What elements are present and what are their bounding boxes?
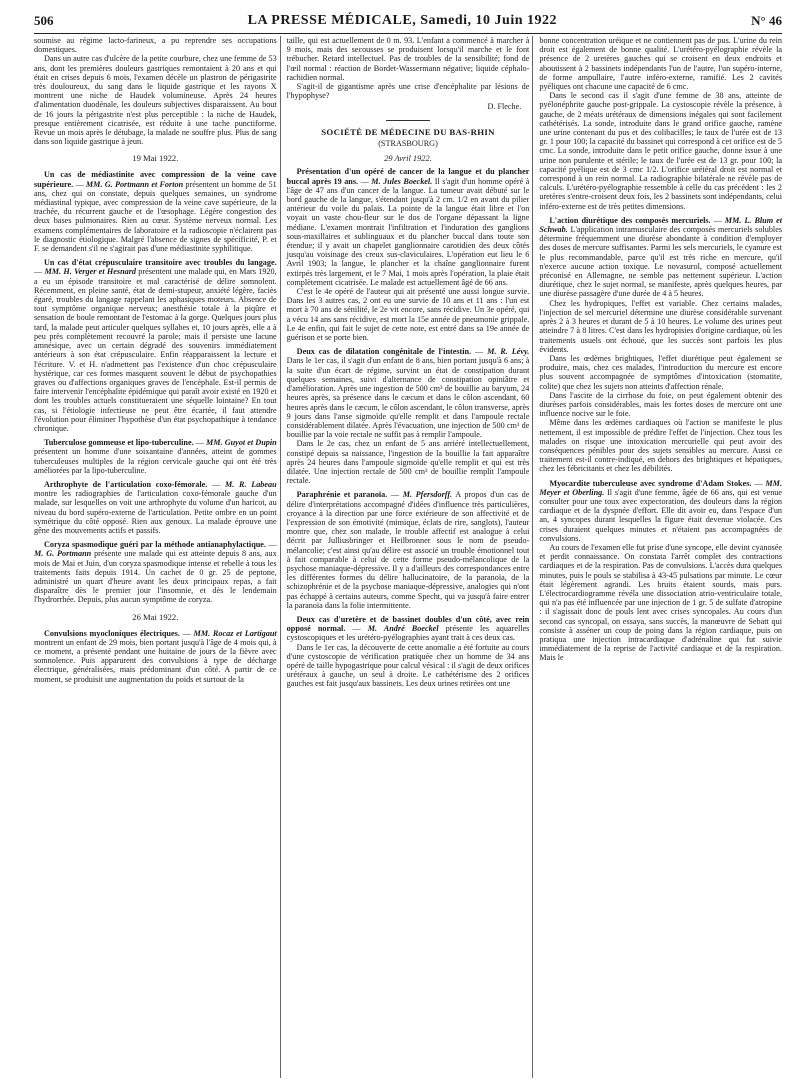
case-authors: M. G. Portmann: [34, 549, 92, 559]
issue-number: N° 46: [751, 13, 782, 28]
masthead: LA PRESSE MÉDICALE, Samedi, 10 Juin 1922: [247, 13, 558, 28]
case-body: L'application intramusculaire des composés mercuriels solubles détermine fréquemment une diurèse abondante à condition d'employer des doses de mercure suffisantes. Parmi les sels mercuriels, le cyanure est le plus recommandable, parce qu'il est très riche en mercure, qu'il n'exerce aucune action toxique. Le novasurol, composé actuellement préconisé en Allemagne, ne semble pas nettement supérieur. L'action diurétique, chez le sujet normal, se manifeste, après quelques heures, par une diurèse passagère d'une durée de 4 à 5 heures.: [539, 225, 783, 299]
case-authors: MM. H. Verger et Hesnard: [44, 267, 136, 277]
case-report: Un cas de médiastinite avec compression de la veine cave supérieure. — MM. G. Portmann et Forton présentent un homme de 51 ans, chez qui on constate, depuis quelques semaines, un syndrome médiastinal typique, avec compression de la veine cave supérieure, de la trachée, du récurrent gauche et de l'œsophage. Légère congestion des deux bases pulmonaires. Rien au cœur. Système nerveux normal. Les examens complémentaires de laboratoire et la radioscopie n'éclairent pas le diagnostic étiologique. Malgré l'absence de signes de spécificité, P. et F. se demandent s'il ne s'agirait pas d'une médiastinite syphilitique.: [34, 170, 277, 254]
case-body: Il s'agit d'une femme, âgée de 66 ans, qui est venue consulter pour une toux avec expectoration, des douleurs dans la région cardiaque et de la dyspnée d'effort. Elle dit avoir eu, dans l'espace d'un an, 4 syncopes durant lesquelles la figure était devenue violacée. Ces crises duraient quelques minutes et n'étaient pas accompagnées de convulsions.: [539, 487, 783, 543]
case-body: présente une malade qui est atteinte depuis 8 ans, aux mois de Mai et Juin, d'un coryza spasmodique intense et rebelle à tous les traitements faits depuis 1914. Un cachet de 0 gr. 25 de peptone, administré un quart d'heure avant les deux principaux repas, a fait disparaître dès le premier jour l'insomnie, et dès le lendemain l'hydrorrhée. Depuis, plus aucun symptôme de coryza.: [34, 549, 277, 605]
paragraph: Dans le 1er cas, la découverte de cette anomalie a été fortuite au cours d'une cystoscopie de vérification pratiquée chez un homme de 34 ans opéré de taille hypogastrique pour calcul vésical : il s'agit de deux orifices urétéraux à gauche, un seul à droite. Le cathétérisme des 2 orifices gauches est fait jusqu'aux bassinets. Les deux urines retirées ont une: [286, 642, 530, 689]
case-report: Présentation d'un opéré de cancer de la langue et du plancher buccal après 19 ans. — M. Jules Boeckel. Il s'agit d'un homme opéré à l'âge de 47 ans d'un cancer de la langue. La tumeur avait débuté sur le bord gauche de la langue, s'étendant jusqu'à 2 cm. 1/2 en avant du pilier antérieur du voile du palais. La pointe de la langue était libre et l'on voyait un vaste chou-fleur sur le dos de l'organe dépassant la ligne médiane. L'examen montrait l'infiltration et l'induration des ganglions sous-maxillaires et sublinguaux et du plancher buccal dans toute son étendue; il y avait un chapelet ganglionnaire carotidien des deux côtés jusqu'au voisinage des creux sus-claviculaires. L'opération eut lieu le 6 Avril 1903; la langue, le plancher et la chaîne ganglionnaire furent extirpés très largement, et le 7 Mai, 1 mois après l'opération, la plaie était complètement cicatrisée. Le malade est actuellement âgé de 66 ans.: [286, 167, 530, 287]
case-authors: M. Jules Boeckel.: [371, 176, 433, 186]
page-header: [34, 10, 782, 34]
session-date: 29 Avril 1922.: [384, 154, 432, 164]
case-title: L'action diurétique des composés mercuriels.: [549, 215, 711, 225]
paragraph: Dans un autre cas d'ulcère de la petite courbure, chez une femme de 53 ans, dont les premières douleurs gastriques remontaient à 20 ans et qui était en crises depuis 6 mois, l'examen décèle un plastron de périgastrite très douloureux, du sang dans le liquide gastrique et les rayons X montrent une niche de Haudek volumineuse. Après 24 heures d'alimentation duodénale, les douleurs subjectives disparaissent. Au bout de 16 jours la périgastrite n'est plus perceptible : la niche de Haudek, presque entièrement cicatrisée, est réduite à une tache punctiforme. Revue un mois après le détubage, la malade ne souffre plus. Plus de sang dans son liquide gastrique à jeun.: [34, 54, 277, 147]
case-report: Arthrophyte de l'articulation coxo-fémorale. — M. R. Labeau montre les radiographies de l'articulation coxo-fémorale gauche d'un malade, sur lesquelles on voit une arthrophyte du volume d'un haricot, au niveau du bord supéro-externe de l'articulation. Petite ombre en un point symétrique du côté opposé. Rien aux genoux. La malade éprouve une gêne des mouvements actifs et passifs.: [34, 479, 277, 535]
case-authors: M. R. Labeau: [224, 479, 277, 489]
case-report: Convulsions myocloniques électriques. — MM. Rocaz et Lartigaut montrent un enfant de 29 mois, bien portant jusqu'à l'âge de 4 mois qui, à ce moment, a présenté pendant une huitaine de jours de la fièvre avec somnolence. Puis apparurent des convulsions à type de décharge électrique, généralisées, mais prédominant d'un côté. A partir de ce moment, se produisit une augmentation du poids et surtout de la: [34, 628, 277, 684]
case-authors: MM. G. Portmann et Forton: [85, 179, 184, 189]
case-report: L'action diurétique des composés mercuriels. — MM. L. Blum et Schwab. L'application intramusculaire des composés mercuriels solubles détermine fréquemment une diurèse abondante à condition d'employer des doses de mercure suffisantes. Parmi les sels mercuriels, le cyanure est le plus recommandable, parce qu'il est très riche en mercure, qu'il n'exerce aucune action toxique. Le novasurol, composé actuellement préconisé en Allemagne, ne semble pas nettement supérieur. L'action diurétique, chez le sujet normal, se manifeste, après quelques heures, par une diurèse passagère d'une durée de 4 à 5 heures.: [539, 215, 783, 299]
case-body: présentent un homme d'une soixantaine d'années, atteint de gommes tuberculeuses multiples de la région cervicale gauche qui ont été très améliorées par la lipo-tuberculine.: [34, 447, 277, 475]
case-authors: MM. Rocaz et Lartigaut: [193, 628, 277, 638]
society-city: (STRASBOURG): [378, 139, 438, 149]
case-authors: M. R. Lévy.: [487, 347, 530, 357]
case-title: Myocardite tuberculeuse avec syndrome d'Adam Stokes.: [549, 478, 752, 488]
paragraph: Dans l'ascite de la cirrhose du foie, on peut également obtenir des diurèses parfois considérables, mais les fortes doses de mercure ont une influence nocive sur le foie.: [539, 390, 783, 419]
case-report: Deux cas d'uretère et de bassinet doubles d'un côté, avec rein opposé normal. — M. André Boeckel présente les aquarelles cystoscopiques et les urétéro-pyélographies ayant trait à ces deux cas.: [286, 614, 530, 643]
case-title: Arthrophyte de l'articulation coxo-fémorale.: [44, 479, 208, 489]
case-body: Il s'agit d'un homme opéré à l'âge de 47 ans d'un cancer de la langue. La tumeur avait débuté sur le bord gauche de la langue, s'étendant jusqu'à 2 cm. 1/2 en avant du pilier antérieur du voile du palais. La pointe de la langue était libre et l'on voyait un vaste chou-fleur sur le dos de l'organe dépassant la ligne médiane. L'examen montrait l'infiltration et l'induration des ganglions sous-maxillaires et sublinguaux et du plancher buccal dans toute son étendue; il y avait un chapelet ganglionnaire carotidien des deux côtés jusqu'au voisinage des creux sus-claviculaires. L'opération eut lieu le 6 Avril 1903; la langue, le plancher et la chaîne ganglionnaire furent extirpés très largement, et le 7 Mai, 1 mois après l'opération, la plaie était complètement cicatrisée. Le malade est actuellement âgé de 66 ans.: [286, 176, 530, 287]
paragraph: bonne concentration uréique et ne contiennent pas de pus. L'urine du rein droit est également de bonne qualité. L'urétéro-pyélographie révèle la présence de 2 uretères gauches qui se croisent en deux endroits et aboutissent à 2 bassinets indépendants l'un de l'autre, l'un supéro-interne, de forme ampullaire, l'autre inféro-externe, ramifié. Les 2 cavités pyéliques ont chacune une capacité de 6 cmc.: [539, 36, 783, 92]
case-report: Deux cas de dilatation congénitale de l'intestin. — M. R. Lévy. Dans le 1er cas, il s'agit d'un enfant de 8 ans, bien portant jusqu'à 6 ans; à la suite d'un écart de régime, survint un état de constipation durant quelques semaines, suivi d'alternance de constipation opiniâtre et d'amélioration. Après une ingestion de 500 cm³ de bouillie au baryum, 24 heures après, sa présence dans le cæcum et dans le côlon ascendant, 60 heures après dans le cæcum, le côlon ascendant, le côlon transverse, après 9 jours dans l'anse sigmoïde qu'elle remplit et dans l'ampoule rectale considérablement dilatée. Après l'évacuation, une injection de 500 cm³ de bouillie par la voie rectale ne suffit pas à remplir l'ampoule.: [286, 347, 530, 440]
case-title: Présentation d'un opéré de cancer de la langue et du plancher buccal après 19 ans.: [286, 167, 530, 186]
column-right: [532, 36, 782, 1078]
paragraph: S'agit-il de gigantisme après une crise d'encéphalite par lésions de l'hypophyse?: [286, 82, 530, 101]
case-title: Un cas de médiastinite avec compression de la veine cave supérieure.: [34, 170, 277, 189]
case-authors: MM. L. Blum et Schwab.: [539, 215, 783, 235]
case-report: Un cas d'état crépusculaire transitoire avec troubles du langage. — MM. H. Verger et Hesnard présentent une malade qui, en Mars 1920, a eu un épisode transitoire et mal caractérisé de délire somnolent. Récemment, en pleine santé, état de demi-stupeur, anxiété légère, faciès égaré, troubles du langage rappelant les aphasiques moteurs. Absence de tout symptôme organique nerveux; anesthésie totale à la piqûre et sensation de boule remontant de l'estomac à la gorge. Quelques jours plus tard, la malade peut articuler quelques syllabes et, 10 jours après, elle a à peu près complètement recouvré la parole; mais il persiste une lacune amnésique, avec un certain dégradé des souvenirs immédiatement antérieurs à son état crépusculaire. Enfin réapparaissent la lecture et l'écriture. V. et H. n'admettent pas l'existence d'un choc crépusculaire hystérique, car ces formes masquent souvent le début de psychopathies graves ou d'affections organiques graves de l'encéphale. Est-il permis de faire intervenir l'encéphalite épidémique qui paraît avoir existé en 1920 et dont les troubles actuels constitueraient une séquelle lointaine? En tout cas, si l'étiologie infectieuse ne peut être écartée, il faut attendre l'évolution pour éliminer l'hypothèse d'un état psychopathique à tendance chronique.: [34, 258, 277, 433]
signature: D. Fleche.: [487, 102, 522, 112]
case-authors: MM. Meyer et Oberling.: [539, 478, 783, 497]
section-divider: [386, 120, 430, 121]
paragraph: Dans le second cas il s'agit d'une femme de 38 ans, atteinte de pyélonéphrite gauche post-grippale. La cystoscopie révèle la présence, à gauche, de 2 méats urétéraux de dimensions inégales qui sont facilement cathétérisés. La sonde, introduite dans le grand orifice gauche, ramène une urine contenant du pus et des colibacilles; le taux de l'urée est de 13 gr. 1 pour 100; la capacité du bassinet qui correspond à cet orifice est de 5 cmc. La sonde, introduite dans le petit orifice gauche, donne issue à une urine non purulente et stérile; le taux de l'urée est de 13 gr. pour 100; la capacité pyélique est de 3 cmc 1/2. L'orifice urétéral droit est normal et correspond à un rein normal. La radiographie bilatérale ne révèle pas de calculs. L'urétéro-pyélographie ressemble à celle du cas précédent : les 2 uretères s'entre-croisent deux fois, les 2 bassinets sont indépendants, celui inféro-externe est de très petites dimensions.: [539, 91, 783, 211]
case-body: montrent un enfant de 29 mois, bien portant jusqu'à l'âge de 4 mois qui, à ce moment, a présenté pendant une huitaine de jours de la fièvre avec somnolence. Puis apparurent des convulsions à type de décharge électrique, généralisées, mais prédominant d'un côté. A partir de ce moment, se produisit une augmentation du poids et surtout de la: [34, 637, 277, 684]
case-body: Dans le 1er cas, il s'agit d'un enfant de 8 ans, bien portant jusqu'à 6 ans; à la suite d'un écart de régime, survint un état de constipation durant quelques semaines, suivi d'alternance de constipation opiniâtre et d'amélioration. Après une ingestion de 500 cm³ de bouillie au baryum, 24 heures après, sa présence dans le cæcum et dans le côlon ascendant, 60 heures après dans le cæcum, le côlon ascendant, le côlon transverse, après 9 jours dans l'anse sigmoïde qu'elle remplit et dans l'ampoule rectale considérablement dilatée. Après l'évacuation, une injection de 500 cm³ de bouillie par la voie rectale ne suffit pas à remplir l'ampoule.: [286, 356, 530, 440]
case-authors: M. André Boeckel: [367, 624, 439, 634]
case-title: Tuberculose gommeuse et lipo-tuberculine.: [44, 438, 194, 448]
paragraph: Dans les œdèmes brightiques, l'effet diurétique peut également se produire, mais, chez ces malades, l'introduction du mercure est encore plus souvent accompagnée de symptômes d'intoxication (stomatite, colite) que chez les sujets non atteints d'affection rénale.: [539, 353, 783, 391]
paragraph: taille, qui est actuellement de 0 m. 93. L'enfant a commencé à marcher à 9 mois, mais des secousses se produisent lorsqu'il marche et le font trébucher. Retard intellectuel. Pas de troubles de la sensibilité; fond de l'œil normal : réaction de Bordet-Wassermann négative; liquide céphalo-rachidien normal.: [286, 36, 530, 82]
case-report: Tuberculose gommeuse et lipo-tuberculine. — MM. Guyot et Dupin présentent un homme d'une soixantaine d'années, atteint de gommes tuberculeuses multiples de la région cervicale gauche qui ont été très améliorées par la lipo-tuberculine.: [34, 438, 277, 475]
session-date: 26 Mai 1922.: [132, 611, 179, 622]
case-title: Deux cas d'uretère et de bassinet doubles d'un côté, avec rein opposé normal.: [286, 614, 530, 634]
case-title: Un cas d'état crépusculaire transitoire avec troubles du langage.: [44, 258, 277, 268]
page-number: 506: [34, 13, 54, 28]
case-report: Myocardite tuberculeuse avec syndrome d'Adam Stokes. — MM. Meyer et Oberling. Il s'agit d'une femme, âgée de 66 ans, qui est venue consulter pour une toux avec expectoration, des douleurs dans la région cardiaque et de la dyspnée d'effort. Elle dit avoir eu, dans l'espace d'un an, 4 syncopes durant lesquelles la figure était devenue violacée. Ces crises duraient quelques minutes et n'étaient pas accompagnées de convulsions.: [539, 478, 783, 543]
case-body: présente les aquarelles cystoscopiques et les urétéro-pyélographies ayant trait à ces deux cas.: [286, 624, 530, 643]
paragraph: C'est le 4e opéré de l'auteur qui ait présenté une aussi longue survie. Dans les 3 autres cas, 2 ont eu une survie de 10 ans et 11 ans : l'un est mort à 70 ans de sénilité, le 2e vit encore, sans récidive. Un 3e opéré, qui a vécu 14 ans sans récidive, est mort la 15e année de pneumonie grippale. Le 4e enfin, qui fait le sujet de cette note, est entré dans sa 19e année de guérison et se porte bien.: [286, 287, 530, 343]
session-date: 19 Mai 1922.: [132, 153, 179, 164]
paragraph: soumise au régime lacto-farineux, a pu reprendre ses occupations domestiques.: [34, 36, 277, 55]
paragraph: Chez les hydropiques, l'effet est variable. Chez certains malades, l'injection de sel mercuriel détermine une diurèse considérable survenant après 2 à 3 heures et durant de 5 à 10 heures. Le volume des urines peut atteindre 7 à 8 litres. C'est dans les hydropisies d'origine cardiaque, où les traitements usuels ont échoué, que les succès sont parfois les plus évidents.: [539, 298, 783, 354]
case-title: Paraphrénie et paranoïa.: [296, 490, 388, 500]
case-title: Coryza spasmodique guéri par la méthode antianaphylactique.: [44, 540, 266, 550]
case-authors: M. Pfersdorff.: [402, 490, 453, 500]
column-middle: [280, 36, 530, 1078]
case-title: Convulsions myocloniques électriques.: [44, 628, 180, 638]
case-body: montre les radiographies de l'articulation coxo-fémorale gauche d'un malade, sur lesquelles on voit une arthrophyte du volume d'un haricot, au niveau du bord supéro-externe de l'articulation. Petite ombre en un point symétrique du côté opposé. Rien aux genoux. La malade éprouve une gêne des mouvements actifs et passifs.: [34, 489, 277, 535]
paragraph: Même dans les œdèmes cardiaques où l'action se manifeste le plus nettement, il est impossible de prédire l'effet de l'injection. Chez tous les malades on risque une intoxication mercurielle qui peut avoir des conséquences pénibles pour des sujets sensibles au mercure. Aussi ce traitement est-il contre-indiqué, en dehors des brightiques et hépatiques, chez les fébricitants et chez les débilités.: [539, 418, 783, 474]
column-left: [34, 36, 277, 1078]
case-body: présentent une malade qui, en Mars 1920, a eu un épisode transitoire et mal caractérisé de délire somnolent. Récemment, en pleine santé, état de demi-stupeur, anxiété légère, faciès égaré, troubles du langage rappelant les aphasiques moteurs. Absence de tout symptôme organique nerveux; anesthésie totale à la piqûre et sensation de boule remontant de l'estomac à la gorge. Quelques jours plus tard, la malade peut articuler quelques syllabes et, 10 jours après, elle a à peu près complètement recouvré la parole; mais il persiste une lacune amnésique, avec un certain dégradé des souvenirs immédiatement antérieurs à son état crépusculaire. Enfin réapparaissent la lecture et l'écriture. V. et H. n'admettent pas l'existence d'un choc crépusculaire hystérique, car ces formes masquent souvent le début de psychopathies graves ou d'affections organiques graves de l'encéphale. Est-il permis de faire intervenir l'encéphalite épidémique qui paraît avoir existé en 1920 et dont les troubles actuels constitueraient une séquelle lointaine? En tout cas, si l'étiologie infectieuse ne peut être écartée, il faut attendre l'évolution pour éliminer l'hypothèse d'un état psychopathique à tendance chronique.: [34, 267, 277, 433]
case-body: présentent un homme de 51 ans, chez qui on constate, depuis quelques semaines, un syndrome médiastinal typique, avec compression de la veine cave supérieure, de la trachée, du récurrent gauche et de l'œsophage. Légère congestion des deux bases pulmonaires. Rien au cœur. Système nerveux normal. Les examens complémentaires de laboratoire et la radioscopie n'éclairent pas le diagnostic étiologique. Malgré l'absence de signes de spécificité, P. et F. se demandent s'il ne s'agirait pas d'une médiastinite syphilitique.: [34, 179, 277, 254]
case-report: Coryza spasmodique guéri par la méthode antianaphylactique. — M. G. Portmann présente une malade qui est atteinte depuis 8 ans, aux mois de Mai et Juin, d'un coryza spasmodique intense et rebelle à tous les traitements faits depuis 1914. Un cachet de 0 gr. 25 de peptone, administré un quart d'heure avant les deux principaux repas, a fait disparaître dès le premier jour l'insomnie, et dès le lendemain l'hydrorrhée. Depuis, plus aucun symptôme de coryza.: [34, 540, 277, 605]
society-title: SOCIÉTÉ DE MÉDECINE DU BAS-RHIN: [321, 127, 495, 138]
case-report: Paraphrénie et paranoïa. — M. Pfersdorff. A propos d'un cas de délire d'interprétations accompagné d'idées d'influence très particulières, croyance à la direction par une force extérieure de son affectivité et de l'expression de son émotivité (mimique, éclats de rire, sanglots), l'auteur montre que, chez son malade, le trouble affectif est analogue à celui décrit par Julliusbringer et Heilbronner sous le nom de pseudo-mélancolie; c'est ainsi qu'au délire est associé un trouble émotionnel tout à fait comparable à celui de cette forme pseudo-mélancolique de la psychose maniaque-dépressive. Il y a d'ailleurs des correspondances entre les différentes formes du délire hallucinatoire, de la paranoïa, de la schizophrénie et de la psychose maniaque-dépressive, analogies qui n'ont pas échappé à certains auteurs, comme Specht, qui va jusqu'à faire entrer la paranoïa dans la folie intermittente.: [286, 490, 530, 610]
case-title: Deux cas de dilatation congénitale de l'intestin.: [296, 347, 472, 357]
paragraph: Dans le 2e cas, chez un enfant de 5 ans arriéré intellectuellement, constipé depuis sa naissance, l'ingestion de la bouillie la fait apparaître après 24 heures dans l'ampoule sigmoïde qu'elle remplit et qui est très dilatée. Une injection rectale de 500 cm³ de bouillie remplit l'ampoule rectale.: [286, 439, 530, 486]
article-columns: [34, 36, 782, 1078]
case-body: A propos d'un cas de délire d'interprétations accompagné d'idées d'influence très particulières, croyance à la direction par une force extérieure de son affectivité et de l'expression de son émotivité (mimique, éclats de rire, sanglots), l'auteur montre que, chez son malade, le trouble affectif est analogue à celui décrit par Julliusbringer et Heilbronner sous le nom de pseudo-mélancolie; c'est ainsi qu'au délire est associé un trouble émotionnel tout à fait comparable à celui de cette forme pseudo-mélancolique de la psychose maniaque-dépressive. Il y a d'ailleurs des correspondances entre les différentes formes du délire hallucinatoire, de la paranoïa, de la schizophrénie et de la psychose maniaque-dépressive, analogies qui n'ont pas échappé à certains auteurs, comme Specht, qui va jusqu'à faire entrer la paranoïa dans la folie intermittente.: [286, 490, 530, 610]
paragraph: Au cours de l'examen elle fut prise d'une syncope, elle devint cyanosée et perdit connaissance. On constata l'arrêt complet des contractions cardiaques et de la respiration. Pas de convulsions. L'accès dura quelques minutes, puis le pouls se stabilisa à 43-45 pulsations par minute. Le cœur était légèrement agrandi. Les bruits étaient sourds, mais purs. L'électrocardiogramme révéla une dissociation atrio-ventriculaire totale, qui n'a pas été influencée par une injection de 1 gr. 5 de sulfate d'atropine : il s'agissait donc de pouls lent avec crises syncopales. Au cours d'un second cas syncopal, on essaya, sans succès, la manœuvre de Sebatt qui consiste à asséner un coup de poing dans la région cardiaque, puis on pratiqua une injection intracardiaque d'adrénaline qui fut suivie immédiatement de la reprise de l'activité cardiaque et de la respiration. Mais le: [539, 542, 783, 663]
case-authors: MM. Guyot et Dupin: [206, 438, 277, 448]
